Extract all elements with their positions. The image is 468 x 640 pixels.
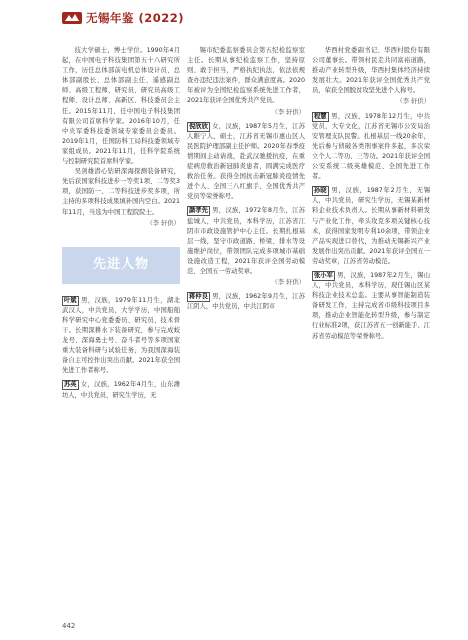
person-entry bbox=[62, 296, 180, 377]
source-credit: （李 轩供） bbox=[271, 108, 305, 116]
paragraph: 吴剑雄潜心钻研深海探测装备研究，先后获国家科技进步一等奖1项、二等奖3项，获国防一、二等科技进步奖多项，所主持的多项科技成果填补国内空白。2021年11月，当选为中国工程院院士。 bbox=[62, 168, 180, 216]
person-bio: 男，汉族，1962年9月生，江苏江阴人，中共党员，中共江阴市 bbox=[187, 293, 305, 311]
person-name: 蒋仲良 bbox=[189, 293, 208, 301]
page-number: 442 bbox=[62, 622, 76, 630]
section-banner bbox=[62, 247, 180, 284]
column-1 bbox=[62, 46, 180, 401]
paragraph: 锡市纪委监察委员会第五纪检监察室主任。长期从事纪检监察工作，坚持原则、敢于担当，严格执纪执法，依法依规查办违纪违法案件，群众满意度高。2020年被评为全国纪检监察系统先进工作者，2021年获评全国优秀共产党员。 bbox=[187, 47, 305, 105]
section-title: 先进人物 bbox=[92, 257, 149, 273]
person-bio: 女，汉族，1962年4月生，山东潍坊人，中共党员，研究生学历，无 bbox=[62, 381, 180, 399]
person-name: 叶斌 bbox=[64, 296, 77, 304]
person-entry bbox=[187, 206, 305, 277]
source-credit: （李 轩供） bbox=[146, 219, 180, 227]
person-entry bbox=[187, 122, 305, 203]
person-name: 张小军 bbox=[314, 271, 333, 279]
source-credit: （李 轩供） bbox=[271, 279, 305, 287]
person-entry bbox=[187, 292, 305, 312]
yearbook-logo-icon bbox=[62, 10, 82, 26]
column-2 bbox=[187, 46, 305, 312]
column-3 bbox=[312, 46, 430, 342]
person-entry bbox=[312, 186, 430, 267]
person-entry bbox=[312, 271, 430, 342]
person-name: 程慧 bbox=[314, 112, 327, 120]
person-bio: 男，汉族，1987年2月生，锡山人，中共党员，本科学历，现任锡山区某科技企业技术总监。主要从事智能制造装备研发工作，主持完成省市级科技项目多项，推动企业智能化转型升级，参与制定行业标准2项，获江苏省五一创新能手、江苏省劳动模范等荣誉称号。 bbox=[312, 271, 430, 340]
person-name: 倪欣欣 bbox=[189, 122, 208, 130]
person-bio: 男，汉族，1987年2月生，无锡人，中共党员，研究生学历，无锡某新材料企业技术负责人。长期从事新材料研发与产业化工作，牵头攻克多项关键核心技术，获得国家发明专利10余项，带领企业产品实现进口替代，为推动无锡新兴产业发展作出突出贡献。2021年获评全国五一劳动奖章，江苏省劳动模范。 bbox=[312, 187, 430, 265]
person-bio: 女，汉族，1987年5月生，江苏人睢宁人，硕士，江苏省无锡市惠山区人民医院护理部副主任护师。2020年春季疫情期间主动请战，赴武汉驰援抗疫，在重症病房救治新冠肺炎患者，圆满完成医疗救治任务。获得全国抗击新冠肺炎疫情先进个人、全国三八红旗手、全国优秀共产党员等荣誉称号。 bbox=[187, 122, 305, 201]
source-credit: （李 轩供） bbox=[396, 98, 430, 106]
paragraph: 技大学硕士，博士学位。1990年4月起，在中国电子科技集团第五十八研究所工作，历任总体部前电机总体设计员、总体部副股长、总体部副主任、遥感副总师、高级工程师、研究员、研究员高级工程师、设计总师、高新区、科技委员会主任。2015年11月，任中国电子科技集团有限公司首席科学家。2016年10月，任中央军委科技委领域专家委员会委员。2019年1月，任国防科工局科技委领域专家组成员。2021年11月，任科学院系统与控制研究院首席科学家。 bbox=[62, 47, 180, 166]
person-bio: 男，汉族，1978年12月生，中共党员，大专文化，江苏省无锡市公安局治安管理支队民警。扎根基层一线20余年，先后参与侦破各类刑事案件多起，多次荣立个人二等功、三等功。2021年获评全国公安系统二级英雄模范、全国先进工作者。 bbox=[312, 112, 430, 181]
person-bio: 男，汉族，1972年8月生，江苏盐城人，中共党员，本科学历，江苏省江阴市市政设施管护中心主任。长期扎根基层一线，坚守市政道路、桥梁、排水等设施维护岗位，带领团队完成多项城市基础设施改造工程，2021年获评全国劳动模范、全国五一劳动奖章。 bbox=[187, 207, 305, 275]
person-entry bbox=[312, 112, 430, 183]
yearbook-title: 无锡年鉴 (2022) bbox=[86, 11, 185, 25]
page-header bbox=[62, 10, 184, 26]
person-bio: 男，汉族，1979年11月生，湖北武汉人，中共党员，大学学历，中国船舶科学研究中心党委委员、研究员、技术骨干。长期深耕水下装备研究，参与完成蛟龙号、深海勇士号、奋斗者号等多项国家重大装备科研与试验任务，为我国深海装备自主可控作出突出贡献。2021年获全国先进工作者称号。 bbox=[62, 296, 180, 375]
person-name: 苏英 bbox=[64, 381, 77, 389]
paragraph: 华西村党委副书记、华西村股份有限公司董事长。带领村民走共同富裕道路，推动产业转型升级，华西村集体经济持续发展壮大。2021年获评全国优秀共产党员，荣获全国脱贫攻坚先进个人称号。 bbox=[312, 47, 430, 95]
person-name: 孙晓 bbox=[314, 187, 327, 195]
person-entry bbox=[62, 380, 180, 400]
person-name: 颜孝先 bbox=[189, 207, 208, 215]
